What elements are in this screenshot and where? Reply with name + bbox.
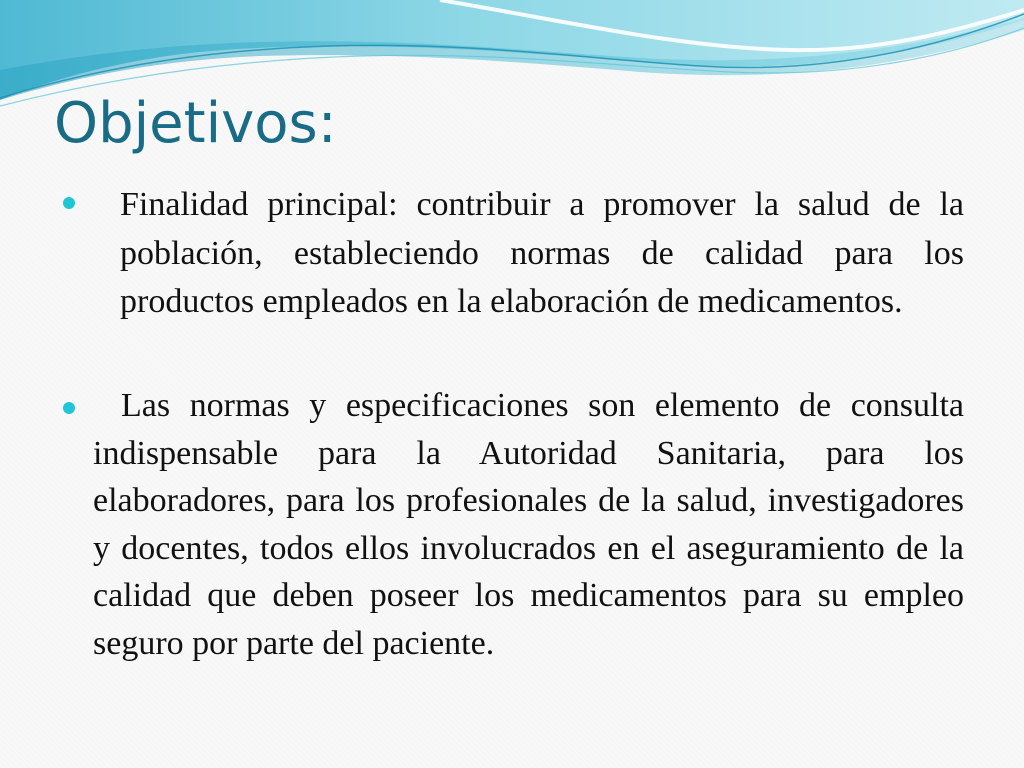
bullet-dot-icon (63, 402, 75, 414)
bullet-dot-icon (63, 197, 75, 209)
bullet-item-1: Finalidad principal: contribuir a promover la salud de la población, estableciendo normas de calidad para los productos empleados en la elaboración de medicamentos. (120, 186, 964, 320)
slide-title: Objetivos: (54, 91, 337, 156)
bullet-item-2: Las normas y especificaciones son elemento de consulta indispensable para la Autoridad Sanitaria, para los elaboradores, para los profesionales de la salud, investigadores y docentes, todos ellos involucrados en el aseguramiento de la calidad que deben poseer los medicamentos para su empleo seguro por parte del paciente. (93, 387, 964, 662)
